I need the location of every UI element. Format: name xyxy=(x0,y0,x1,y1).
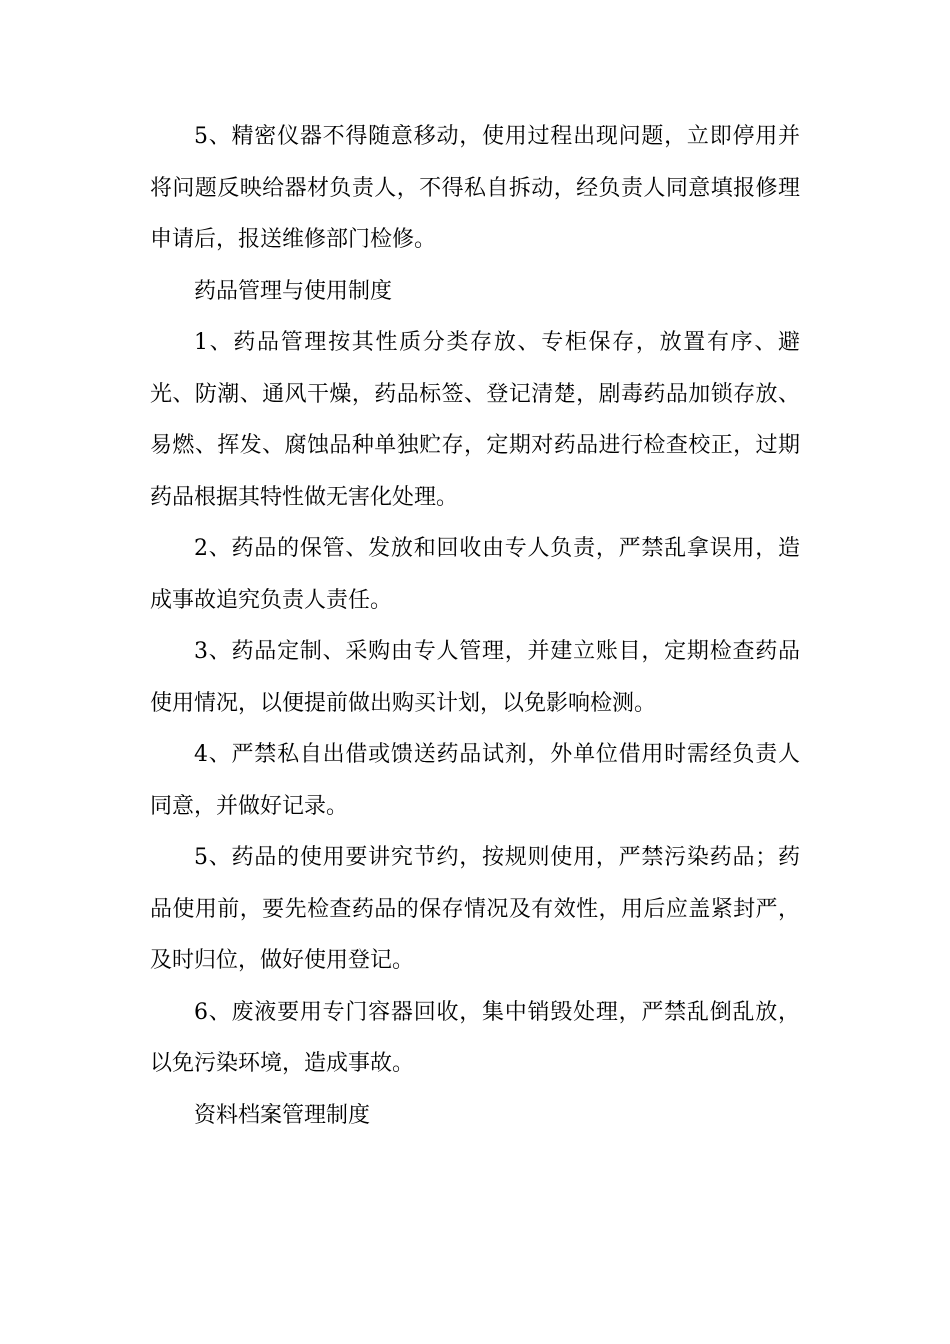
paragraph-drug-rule-6 xyxy=(150,987,800,1090)
text-line: 使用情况，以便提前做出购买计划，以免影响检测。 xyxy=(150,690,657,716)
section-heading-text: 资料档案管理制度 xyxy=(194,1102,371,1128)
text-line: 以免污染环境，造成事故。 xyxy=(150,1051,415,1076)
text-line: 4、严禁私自出借或馈送药品试剂，外单位借用时需经负责人 xyxy=(194,742,800,767)
section-heading-drug-management xyxy=(150,266,800,318)
text-line: 易燃、挥发、腐蚀品种单独贮存，定期对药品进行检查校正，过期 xyxy=(150,433,800,458)
text-line: 将问题反映给器材负责人，不得私自拆动，经负责人同意填报修理 xyxy=(150,175,800,201)
document-page xyxy=(150,111,800,1141)
section-heading-text: 药品管理与使用制度 xyxy=(194,278,393,304)
paragraph-drug-rule-5 xyxy=(150,832,800,987)
text-line: 同意，并做好记录。 xyxy=(150,793,349,819)
text-line: 3、药品定制、采购由专人管理，并建立账目，定期检查药品 xyxy=(194,639,800,664)
text-line: 6、废液要用专门容器回收，集中销毁处理，严禁乱倒乱放， xyxy=(194,999,800,1025)
text-line: 5、精密仪器不得随意移动，使用过程出现问题，立即停用并 xyxy=(194,124,800,149)
paragraph-drug-rule-4 xyxy=(150,729,800,832)
text-line: 5、药品的使用要讲究节约，按规则使用，严禁污染药品；药 xyxy=(194,845,800,870)
paragraph-drug-rule-2 xyxy=(150,523,800,626)
paragraph-drug-rule-1 xyxy=(150,317,800,523)
paragraph-instrument-rule-5 xyxy=(150,111,800,266)
text-line: 及时归位，做好使用登记。 xyxy=(150,948,415,973)
paragraph-drug-rule-3 xyxy=(150,626,800,729)
text-line: 成事故追究负责人责任。 xyxy=(150,587,393,613)
text-line: 药品根据其特性做无害化处理。 xyxy=(150,484,459,510)
section-heading-records-management xyxy=(150,1090,800,1142)
text-line: 光、防潮、通风干燥，药品标签、登记清楚，剧毒药品加锁存放、 xyxy=(150,381,800,407)
text-line: 2、药品的保管、发放和回收由专人负责，严禁乱拿误用，造 xyxy=(194,536,800,561)
text-line: 1、药品管理按其性质分类存放、专柜保存，放置有序、避 xyxy=(194,330,800,355)
text-line: 品使用前，要先检查药品的保存情况及有效性，用后应盖紧封严， xyxy=(150,896,800,922)
text-line: 申请后，报送维修部门检修。 xyxy=(150,227,437,252)
